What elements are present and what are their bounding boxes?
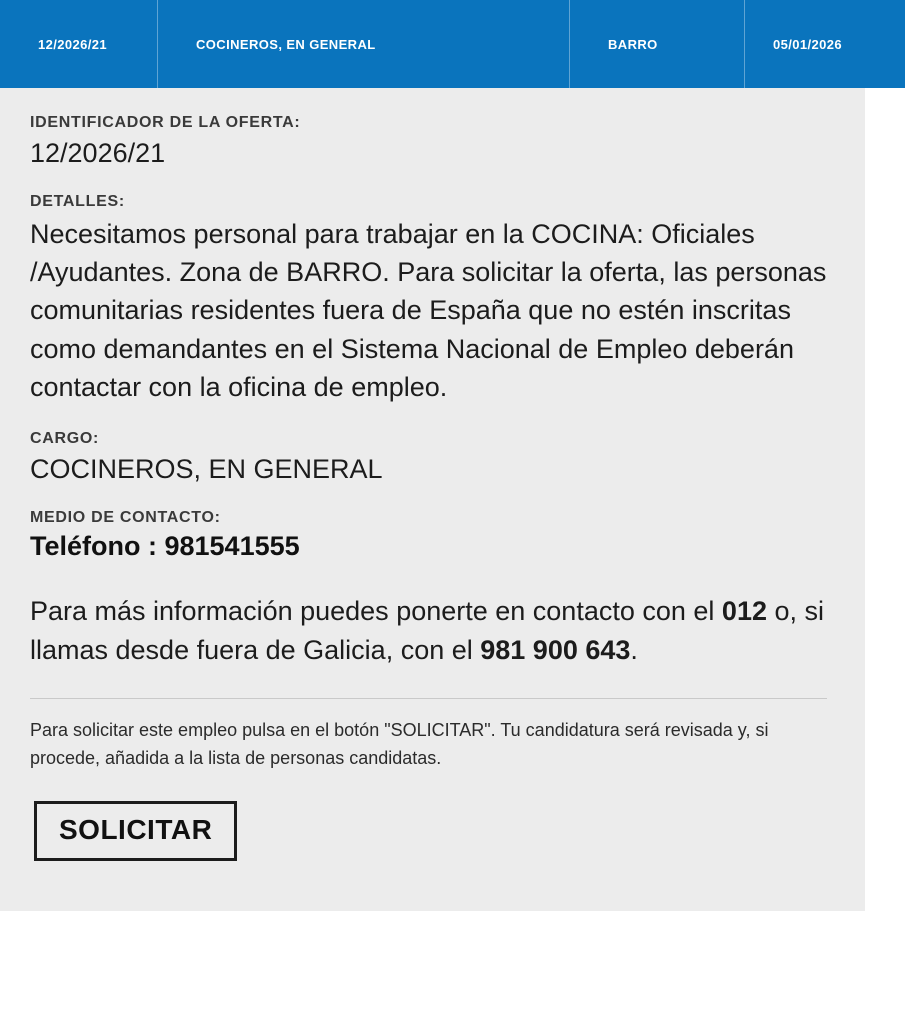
details-block xyxy=(30,193,827,407)
identifier-block xyxy=(30,114,827,171)
offer-content xyxy=(0,88,865,911)
info-phone-primary: 012 xyxy=(721,595,767,626)
details-label: DETALLES: xyxy=(30,192,125,210)
more-info-paragraph xyxy=(30,592,827,670)
contact-label: MEDIO DE CONTACTO: xyxy=(30,508,221,526)
info-middle-text: o, si llamas desde fuera de Galicia, con el xyxy=(30,595,825,665)
header-date: 05/01/2026 xyxy=(773,36,843,52)
apply-button[interactable]: SOLICITAR xyxy=(34,801,237,861)
position-value: COCINEROS, EN GENERAL xyxy=(30,454,383,485)
header-offer-id: 12/2026/21 xyxy=(0,0,158,88)
contact-value: Teléfono : 981541555 xyxy=(30,530,300,561)
position-label: CARGO: xyxy=(30,430,100,448)
position-block xyxy=(30,430,827,487)
info-prefix-text: Para más información puedes ponerte en contacto con el xyxy=(30,595,722,626)
identifier-label: IDENTIFICADOR DE LA OFERTA: xyxy=(30,114,301,131)
header-location: BARRO xyxy=(570,0,745,88)
bottom-spacer xyxy=(30,895,827,911)
contact-block xyxy=(30,509,827,562)
details-text: Necesitamos personal para trabajar en la COCINA: Oficiales /Ayudantes. Zona de BARRO. Para solicitar la oferta, las personas comunitarias residentes fuera de España que no estén inscritas como demandantes en el Sistema Nacional de Empleo deberán contactar con la oficina de empleo. xyxy=(30,218,827,402)
header-job-title: COCINEROS, EN GENERAL xyxy=(158,0,570,88)
info-suffix-text: . xyxy=(630,634,638,665)
section-divider xyxy=(30,698,827,699)
apply-instructions: Para solicitar este empleo pulsa en el botón "SOLICITAR". Tu candidatura será revisada y, si procede, añadida a la lista de personas candidatas. xyxy=(30,720,769,768)
identifier-value: 12/2026/21 xyxy=(30,138,166,168)
offer-header-bar xyxy=(0,0,905,88)
info-phone-secondary: 981 900 643 xyxy=(480,634,631,665)
